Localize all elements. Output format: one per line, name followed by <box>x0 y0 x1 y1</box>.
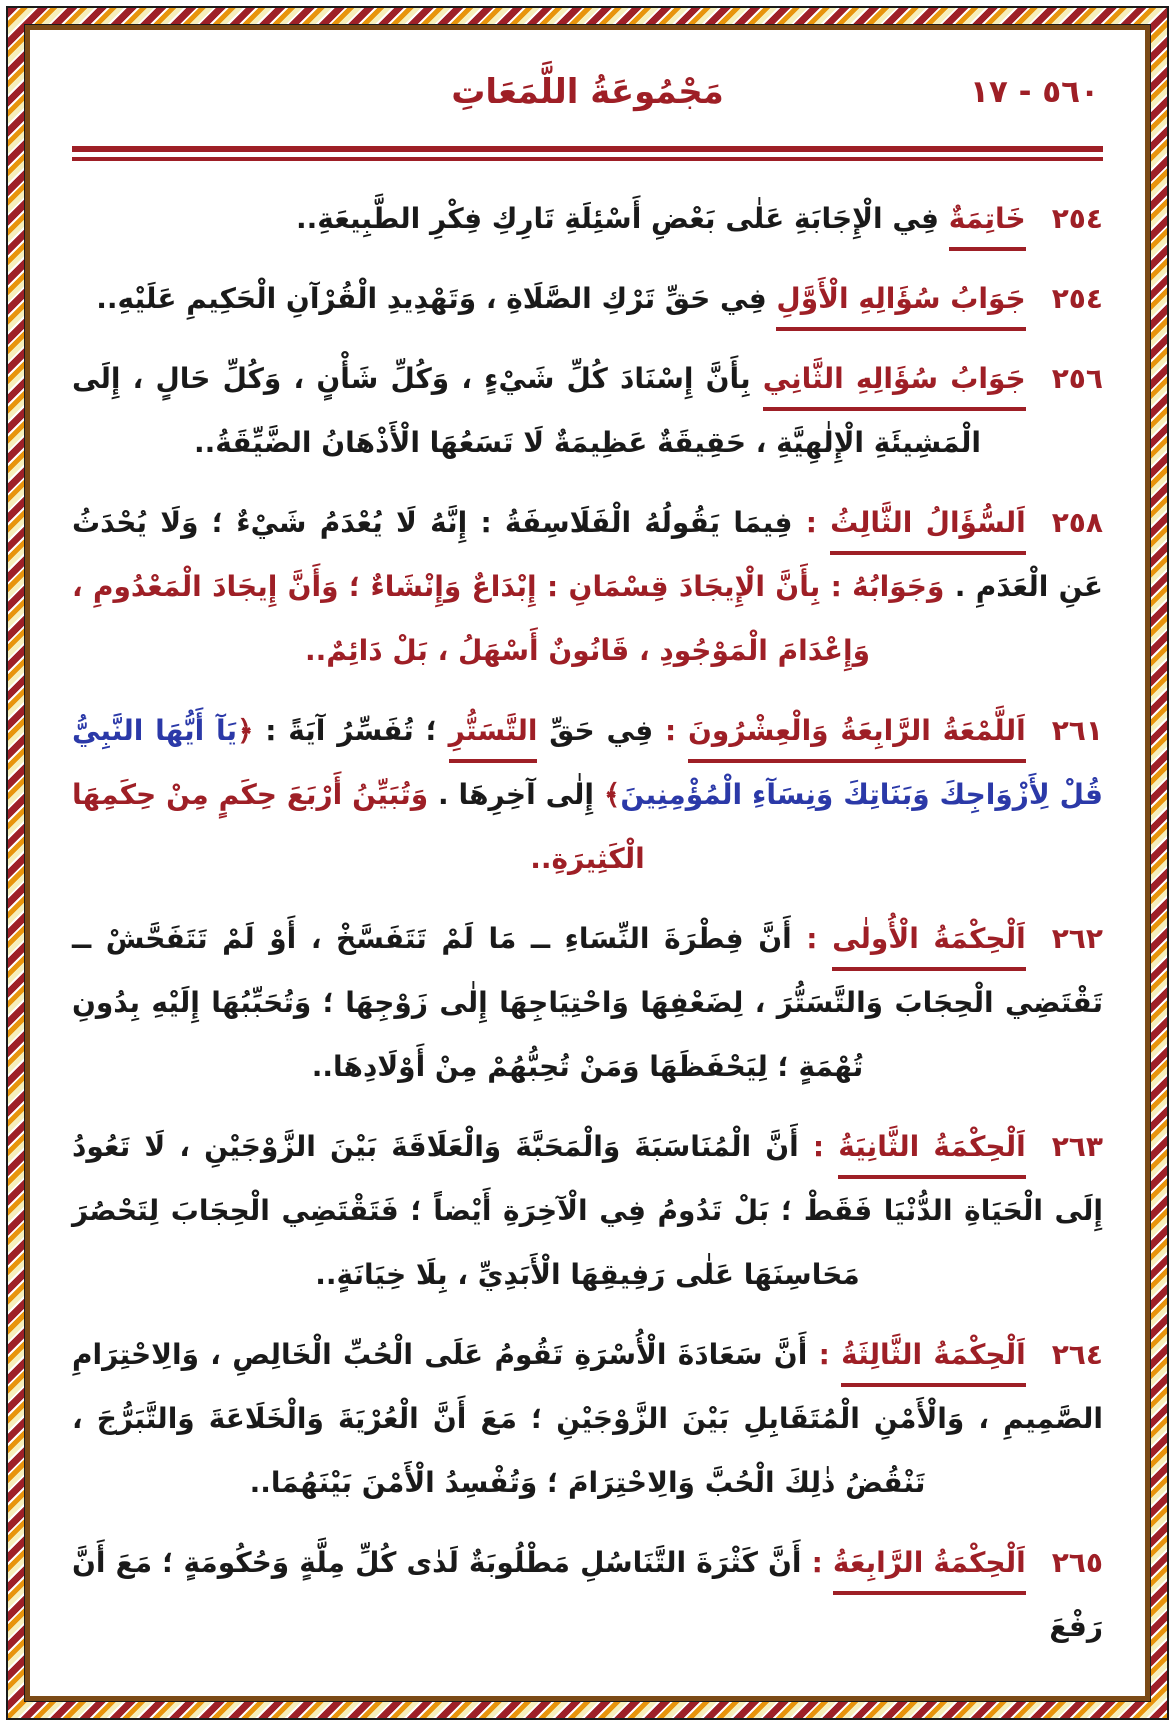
page <box>25 25 1150 1701</box>
entry-2 <box>72 267 1103 331</box>
entry-number: ٢٥٤ <box>1051 282 1103 315</box>
segment-heading: خَاتِمَةٌ <box>949 202 1026 251</box>
segment-heading: جَوَابُ سُؤَالِهِ الثَّانِي <box>763 362 1026 411</box>
segment-red: : <box>801 1546 833 1579</box>
segment-black: أَنَّ كَثْرَةَ التَّنَاسُلِ مَطْلُوبَةٌ لَدٰى كُلِّ مِلَّةٍ وَحُكُومَةٍ ؛ مَعَ أَنَّ رَفْعَ <box>72 1546 1103 1643</box>
segment-black: أَنَّ الْمُنَاسَبَةَ وَالْمَحَبَّةَ وَالْعَلَاقَةَ بَيْنَ الزَّوْجَيْنِ ، لَا تَعُودُ إِلَى الْحَيَاةِ الدُّنْيَا فَقَطْ ؛ بَلْ تَدُومُ فِي الْآخِرَةِ أَيْضاً ؛ فَتَقْتَضِي الْحِجَابَ لِتَحْصُرَ مَحَاسِنَهَا عَلٰى رَفِيقِهَا الْأَبَدِيِّ ، بِلَا خِيَانَةٍ.. <box>72 1130 1103 1291</box>
segment-black: ؛ تُفَسِّرُ آيَةً : <box>253 714 449 747</box>
entry-number: ٢٦٥ <box>1051 1546 1103 1579</box>
entry-number: ٢٥٤ <box>1051 202 1103 235</box>
segment-ornament: ﴾ <box>603 778 621 811</box>
page-content <box>30 30 1145 1696</box>
page-number: ٥٦٠ - ١٧ <box>969 74 1099 110</box>
segment-black: إِلٰى آخِرِهَا . <box>428 778 604 811</box>
header-rule <box>72 146 1103 161</box>
entry-6 <box>72 907 1103 1099</box>
entry-number: ٢٦٢ <box>1051 922 1103 955</box>
segment-red: : <box>792 506 831 539</box>
entry-7 <box>72 1115 1103 1307</box>
ornamental-border <box>6 6 1169 1720</box>
entry-1 <box>72 187 1103 251</box>
segment-black: فِي الْإِجَابَةِ عَلٰى بَعْضِ أَسْئِلَةِ تَارِكِ فِكْرِ الطَّبِيعَةِ.. <box>295 202 949 235</box>
entry-number: ٢٦٤ <box>1051 1338 1103 1371</box>
page-title: مَجْمُوعَةُ اللَّمَعَاتِ <box>451 72 724 112</box>
segment-heading: اَلسُّؤَالُ الثَّالِثُ <box>830 506 1026 555</box>
segment-red: : <box>653 714 689 747</box>
entry-5 <box>72 699 1103 891</box>
entry-3 <box>72 347 1103 475</box>
entry-number: ٢٥٦ <box>1051 362 1103 395</box>
segment-heading: اَلْحِكْمَةُ الْأُولٰى <box>832 922 1026 971</box>
entry-4 <box>72 491 1103 683</box>
entry-number: ٢٦٣ <box>1051 1130 1103 1163</box>
segment-black: فِيمَا يَقُولُهُ الْفَلَاسِفَةُ : إِنَّهُ لَا يُعْدَمُ شَيْءٌ ؛ وَلَا يُحْدَثُ عَنِ الْعَدَمِ . <box>72 506 1103 603</box>
segment-black: أَنَّ سَعَادَةَ الْأُسْرَةِ تَقُومُ عَلَى الْحُبِّ الْخَالِصِ ، وَالِاحْتِرَامِ الصَّمِيمِ ، وَالْأَمْنِ الْمُتَقَابِلِ بَيْنَ الزَّوْجَيْنِ ؛ مَعَ أَنَّ الْعُرْيَةَ وَالْخَلَاعَةَ وَالتَّبَرُّجَ ، تَنْقُضُ ذٰلِكَ الْحُبَّ وَالِاحْتِرَامَ ؛ وَتُفْسِدُ الْأَمْنَ بَيْنَهُمَا.. <box>72 1338 1103 1499</box>
segment-black: أَنَّ فِطْرَةَ النِّسَاءِ ــ مَا لَمْ تَتَفَسَّخْ ، أَوْ لَمْ تَتَفَحَّشْ ــ تَقْتَضِي الْحِجَابَ وَالتَّسَتُّرَ ، لِضَعْفِهَا وَاحْتِيَاجِهَا إِلٰى زَوْجِهَا ؛ وَتُحَبِّبُهَا إِلَيْهِ بِدُونِ تُهْمَةٍ ؛ لِيَحْفَظَهَا وَمَنْ تُحِبُّهُمْ مِنْ أَوْلَادِهَا.. <box>72 922 1103 1083</box>
segment-red: : <box>791 922 833 955</box>
entry-9 <box>72 1531 1103 1659</box>
segment-black: فِي حَقِّ تَرْكِ الصَّلَاةِ ، وَتَهْدِيدِ الْقُرْآنِ الْحَكِيمِ عَلَيْهِ.. <box>96 282 777 315</box>
segment-red: : <box>798 1130 839 1163</box>
segment-red: وَجَوَابُهُ : بِأَنَّ الْإِيجَادَ قِسْمَانِ : إِبْدَاعٌ وَإِنْشَاءٌ ؛ وَأَنَّ إِيجَادَ الْمَعْدُومِ ، وَإِعْدَامَ الْمَوْجُودِ ، قَانُونٌ أَسْهَلُ ، بَلْ دَائِمٌ.. <box>72 570 945 667</box>
segment-quran: يَآ أَيُّهَا النَّبِيُّ قُلْ لِأَزْوَاجِكَ وَبَنَاتِكَ وَنِسَآءِ الْمُؤْمِنِينَ <box>72 714 1103 811</box>
entry-number: ٢٦١ <box>1051 714 1103 747</box>
entry-number: ٢٥٨ <box>1051 506 1103 539</box>
entry-8 <box>72 1323 1103 1515</box>
segment-heading: اَللَّمْعَةُ الرَّابِعَةُ وَالْعِشْرُونَ <box>688 714 1026 763</box>
segment-black: بِأَنَّ إِسْنَادَ كُلِّ شَيْءٍ ، وَكُلِّ شَأْنٍ ، وَكُلِّ حَالٍ ، إِلَى الْمَشِيئَةِ الْإِلٰهِيَّةِ ، حَقِيقَةٌ عَظِيمَةٌ لَا تَسَعُهَا الْأَذْهَانُ الضَّيِّقَةُ.. <box>72 362 981 459</box>
segment-ornament: ﴿ <box>237 714 254 747</box>
segment-red: : <box>807 1338 842 1371</box>
segment-black: فِي حَقِّ <box>537 714 654 747</box>
segment-heading: التَّسَتُّرِ <box>449 714 538 763</box>
page-header <box>72 54 1103 130</box>
segment-heading: اَلْحِكْمَةُ الثَّالِثَةُ <box>841 1338 1026 1387</box>
segment-heading: اَلْحِكْمَةُ الرَّابِعَةُ <box>833 1546 1026 1595</box>
segment-red: وَتُبَيِّنُ أَرْبَعَ حِكَمٍ مِنْ حِكَمِهَا الْكَثِيرَةِ.. <box>72 778 645 875</box>
segment-heading: جَوَابُ سُؤَالِهِ الْأَوَّلِ <box>776 282 1025 331</box>
segment-heading: اَلْحِكْمَةُ الثَّانِيَةُ <box>838 1130 1025 1179</box>
entries-list <box>72 187 1103 1659</box>
